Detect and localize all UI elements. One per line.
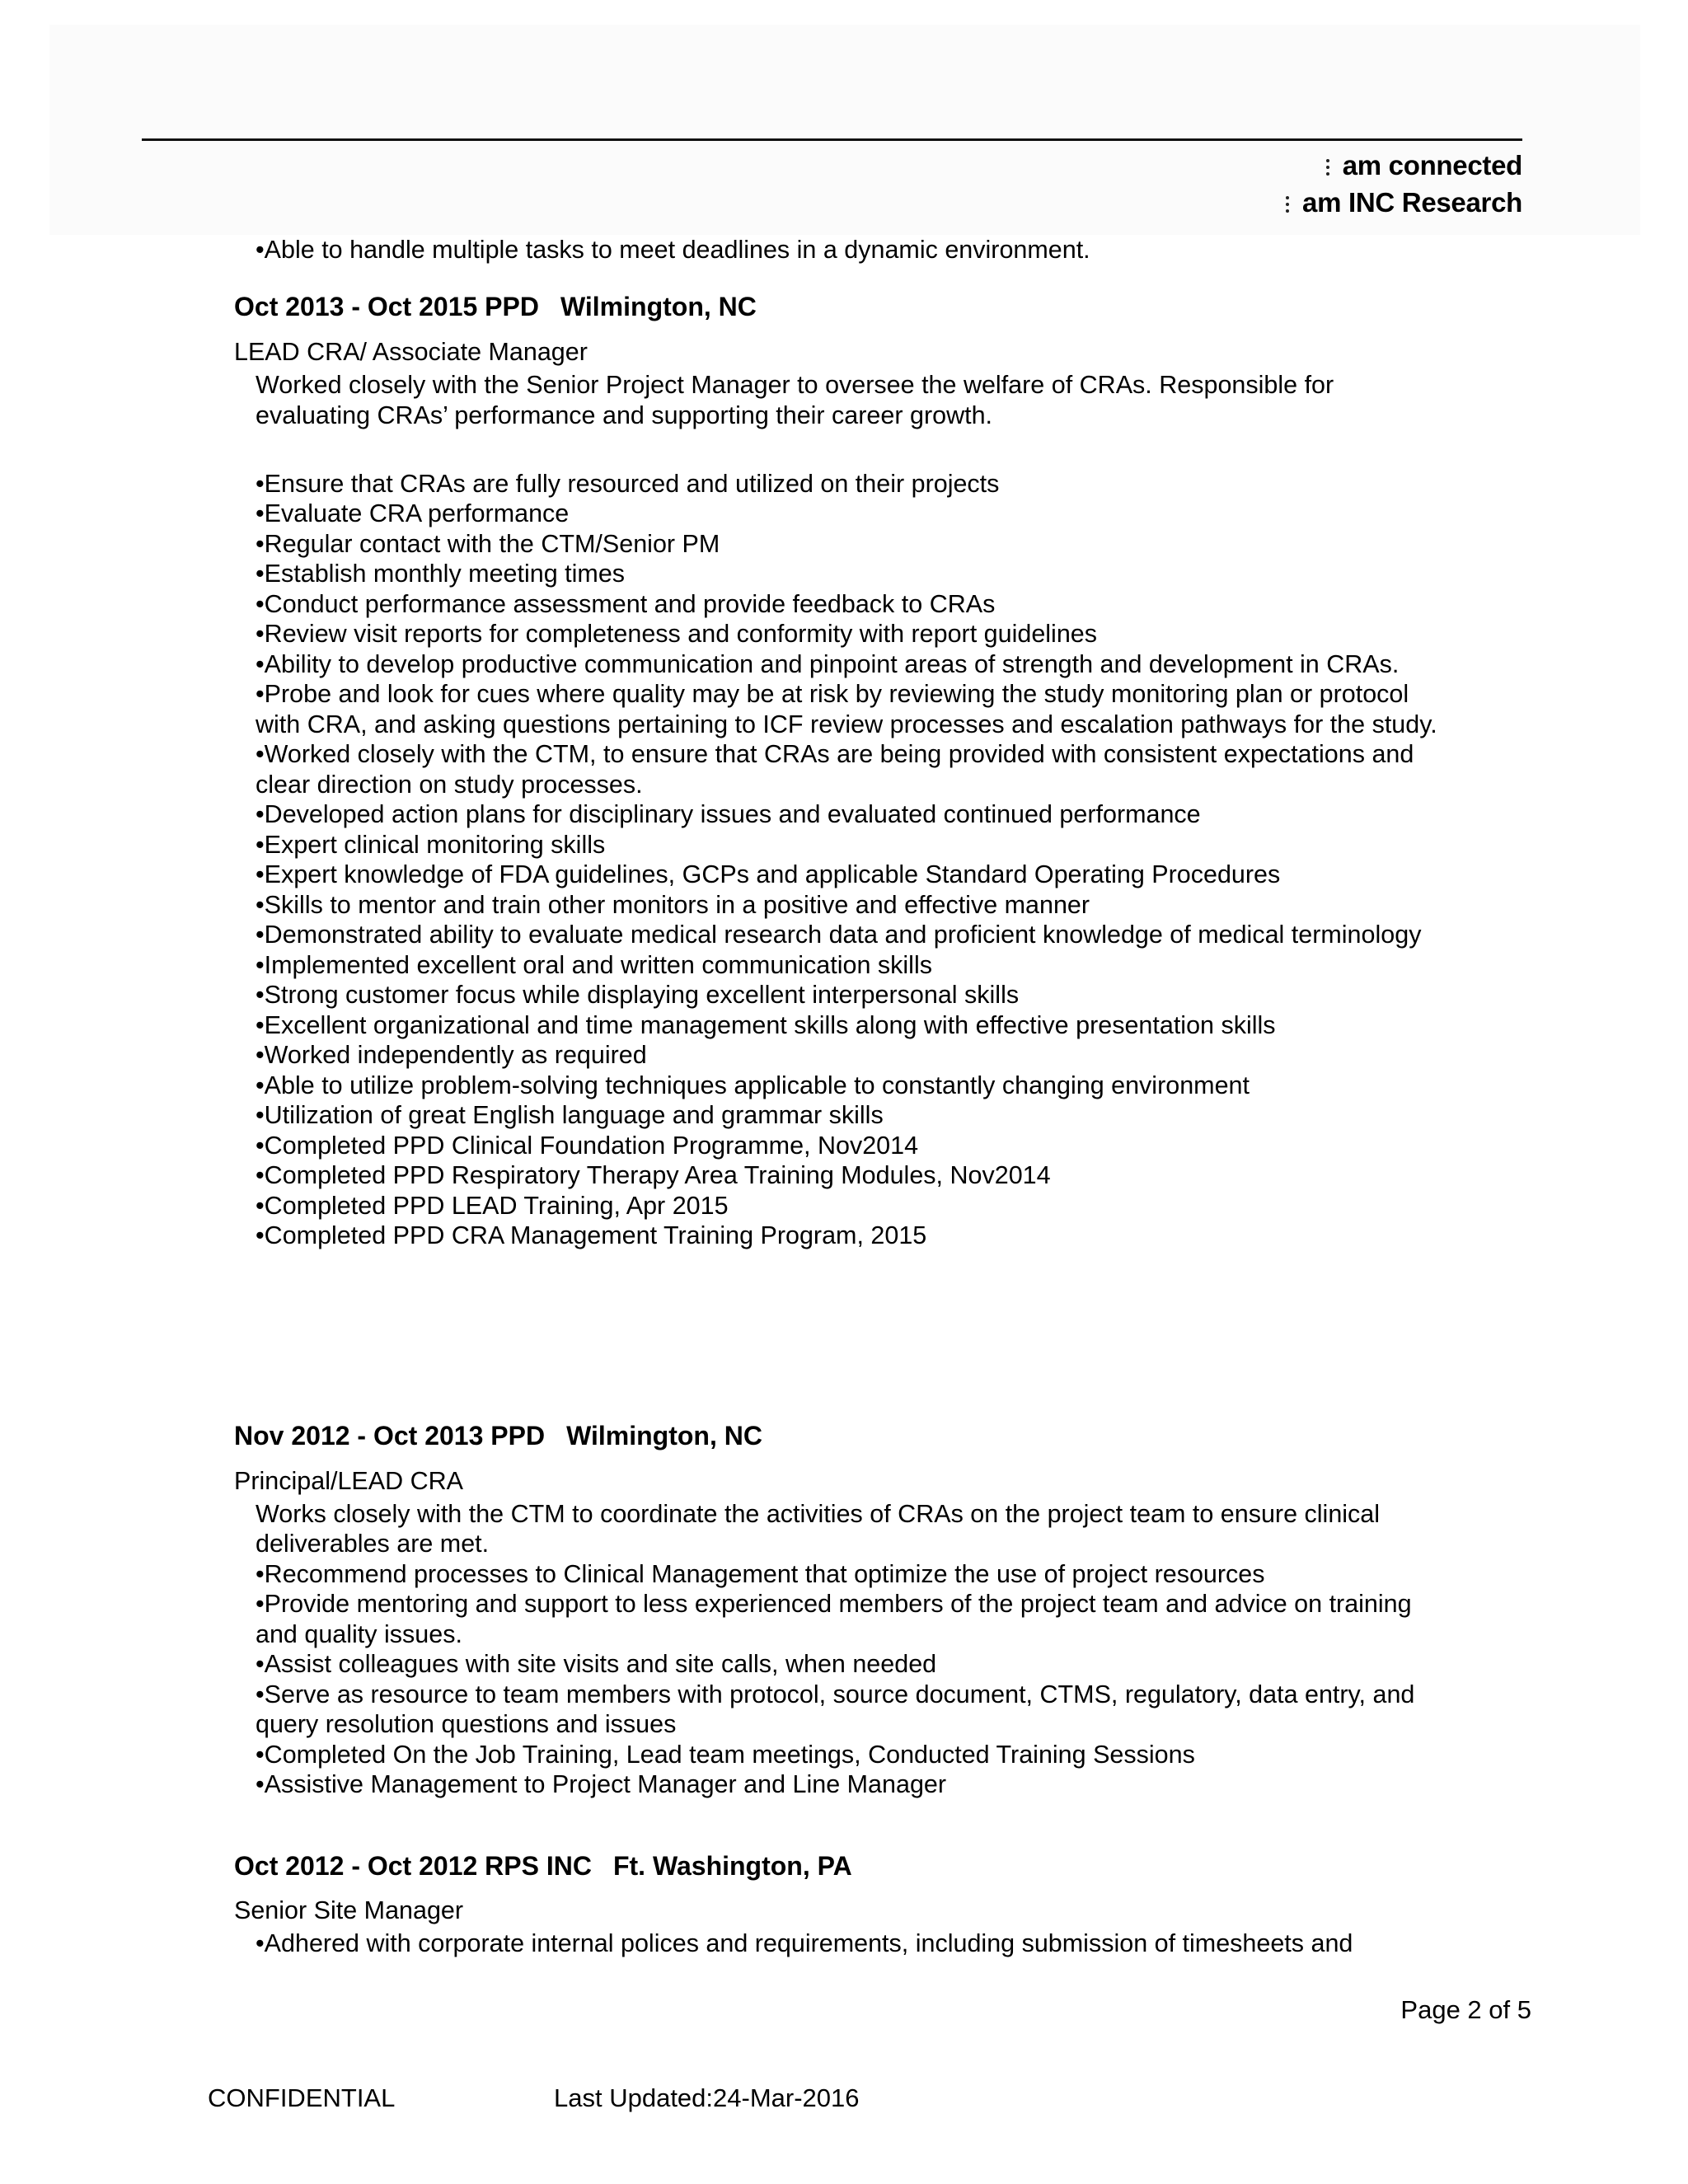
bullet-line: with CRA, and asking questions pertaining to ICF review processes and escalation pathways for the study.	[256, 710, 1437, 738]
bullet-line: •Demonstrated ability to evaluate medical research data and proficient knowledge of medical terminology	[256, 921, 1422, 949]
bullet-line: •Skills to mentor and train other monitors in a positive and effective manner	[256, 891, 1090, 919]
bullet-line: •Expert clinical monitoring skills	[256, 831, 606, 859]
confidential-label: CONFIDENTIAL	[208, 2083, 396, 2112]
job-summary-line: evaluating CRAs’ performance and supporting their career growth.	[256, 401, 993, 429]
bullet-line: query resolution questions and issues	[256, 1710, 677, 1738]
bullet-line: •Completed PPD CRA Management Training Program, 2015	[256, 1221, 927, 1249]
bullet-line: •Strong customer focus while displaying excellent interpersonal skills	[256, 981, 1020, 1009]
bullet-line: •Evaluate CRA performance	[256, 499, 570, 527]
bullet-line: •Adhered with corporate internal polices and requirements, including submission of timesheets and	[256, 1929, 1353, 1957]
job-heading	[234, 293, 757, 320]
job-dates: Nov 2012 - Oct 2013 PPD	[234, 1421, 546, 1451]
bullet-line: •Completed PPD LEAD Training, Apr 2015	[256, 1192, 729, 1220]
bullet-line: •Establish monthly meeting times	[256, 560, 626, 588]
bullet-line: •Assist colleagues with site visits and site calls, when needed	[256, 1650, 937, 1678]
bullet-line: •Serve as resource to team members with protocol, source document, CTMS, regulatory, data entry, and	[256, 1680, 1415, 1708]
job-title: LEAD CRA/ Associate Manager	[234, 338, 588, 366]
job-location: Wilmington, NC	[566, 1421, 762, 1451]
bullet-line: •Utilization of great English language and grammar skills	[256, 1101, 884, 1129]
bullet-line: •Worked independently as required	[256, 1041, 647, 1069]
bullet-line: •Completed On the Job Training, Lead team meetings, Conducted Training Sessions	[256, 1741, 1195, 1769]
job-dates: Oct 2013 - Oct 2015 PPD	[234, 292, 539, 321]
bullet-line: •Ability to develop productive communication and pinpoint areas of strength and development in CRAs.	[256, 650, 1400, 678]
bullet-line: •Implemented excellent oral and written communication skills	[256, 951, 932, 979]
bullet-line: •Developed action plans for disciplinary issues and evaluated continued performance	[256, 800, 1201, 828]
page-number: Page 2 of 5	[1400, 1995, 1531, 2024]
header-mark-icon	[1326, 159, 1333, 176]
header-mark-icon	[1286, 196, 1292, 213]
job-summary-line: Worked closely with the Senior Project Manager to oversee the welfare of CRAs. Responsible for	[256, 371, 1334, 399]
bullet-line: •Able to utilize problem-solving techniques applicable to constantly changing environment	[256, 1071, 1250, 1099]
header-tagline	[1326, 150, 1522, 181]
header-rule	[142, 138, 1522, 141]
job-title: Senior Site Manager	[234, 1896, 464, 1924]
header-tagline	[1286, 187, 1522, 218]
bullet-line: •Probe and look for cues where quality may be at risk by reviewing the study monitoring plan or protocol	[256, 680, 1409, 708]
bullet-line: •Able to handle multiple tasks to meet deadlines in a dynamic environment.	[256, 236, 1090, 264]
job-location: Ft. Washington, PA	[612, 1851, 852, 1881]
last-updated: Last Updated:24-Mar-2016	[554, 2083, 860, 2112]
job-title: Principal/LEAD CRA	[234, 1467, 463, 1495]
bullet-line: clear direction on study processes.	[256, 771, 643, 799]
bullet-line: •Completed PPD Clinical Foundation Programme, Nov2014	[256, 1132, 919, 1160]
bullet-line: deliverables are met.	[256, 1530, 490, 1558]
bullet-line: •Regular contact with the CTM/Senior PM	[256, 530, 720, 558]
header-tagline-text: am INC Research	[1302, 187, 1522, 218]
job-heading	[234, 1422, 762, 1449]
bullet-line: and quality issues.	[256, 1620, 462, 1648]
bullet-line: Works closely with the CTM to coordinate the activities of CRAs on the project team to ensure clinical	[256, 1500, 1381, 1528]
job-dates: Oct 2012 - Oct 2012 RPS INC	[234, 1851, 592, 1881]
bullet-line: •Assistive Management to Project Manager and Line Manager	[256, 1770, 947, 1798]
bullet-line: •Ensure that CRAs are fully resourced and utilized on their projects	[256, 470, 1000, 498]
header-tagline-text: am connected	[1342, 150, 1522, 180]
bullet-line: •Recommend processes to Clinical Management that optimize the use of project resources	[256, 1560, 1265, 1588]
bullet-line: •Review visit reports for completeness and conformity with report guidelines	[256, 620, 1098, 648]
bullet-line: •Provide mentoring and support to less experienced members of the project team and advice on training	[256, 1590, 1412, 1618]
bullet-line: •Worked closely with the CTM, to ensure that CRAs are being provided with consistent expectations and	[256, 740, 1414, 768]
job-location: Wilmington, NC	[560, 292, 757, 321]
job-heading	[234, 1853, 852, 1879]
bullet-line: •Completed PPD Respiratory Therapy Area Training Modules, Nov2014	[256, 1161, 1051, 1189]
bullet-line: •Conduct performance assessment and provide feedback to CRAs	[256, 590, 996, 618]
bullet-line: •Excellent organizational and time management skills along with effective presentation skills	[256, 1011, 1276, 1039]
bullet-line: •Expert knowledge of FDA guidelines, GCPs and applicable Standard Operating Procedures	[256, 860, 1281, 888]
